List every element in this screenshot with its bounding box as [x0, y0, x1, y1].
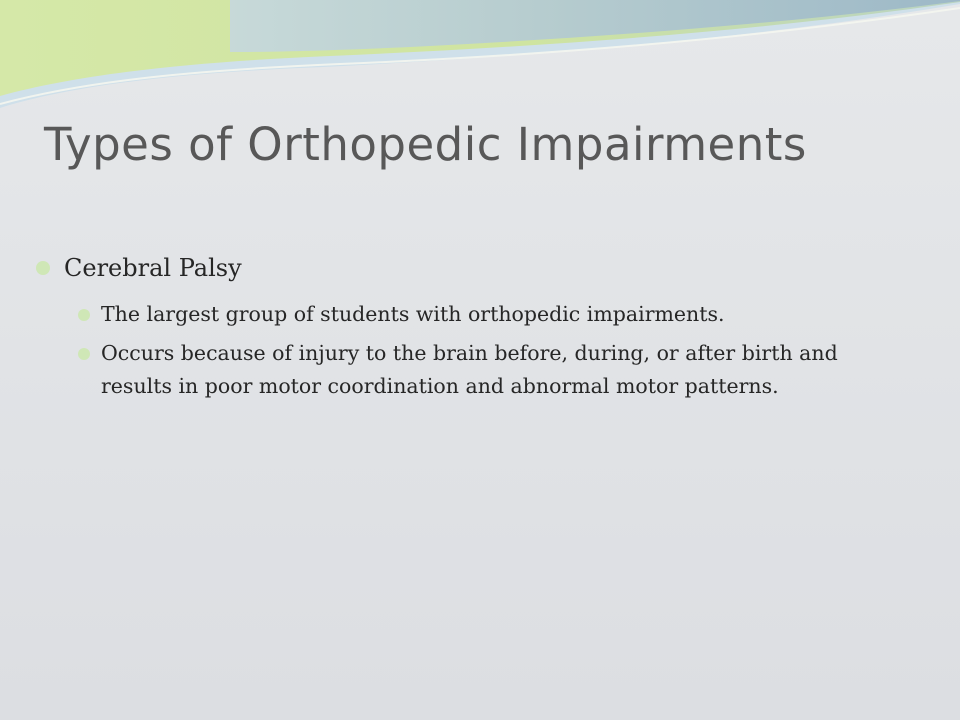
sub-bullet-text: The largest group of students with orthopedic impairments.	[101, 302, 725, 326]
sub-bullet-item	[78, 298, 896, 331]
sub-bullet-text: Occurs because of injury to the brain before, during, or after birth and results in poor motor coordination and abnormal motor patterns.	[101, 341, 838, 398]
slide-title: Types of Orthopedic Impairments	[44, 118, 807, 171]
bullet-item-cerebral-palsy	[36, 246, 896, 290]
sub-bullet-item	[78, 337, 896, 403]
bullet-icon	[78, 348, 90, 360]
bullet-icon	[36, 261, 50, 275]
slide-content	[36, 246, 896, 403]
bullet-text: Cerebral Palsy	[64, 254, 242, 282]
bullet-icon	[78, 309, 90, 321]
header-swoosh-decoration	[0, 0, 960, 120]
